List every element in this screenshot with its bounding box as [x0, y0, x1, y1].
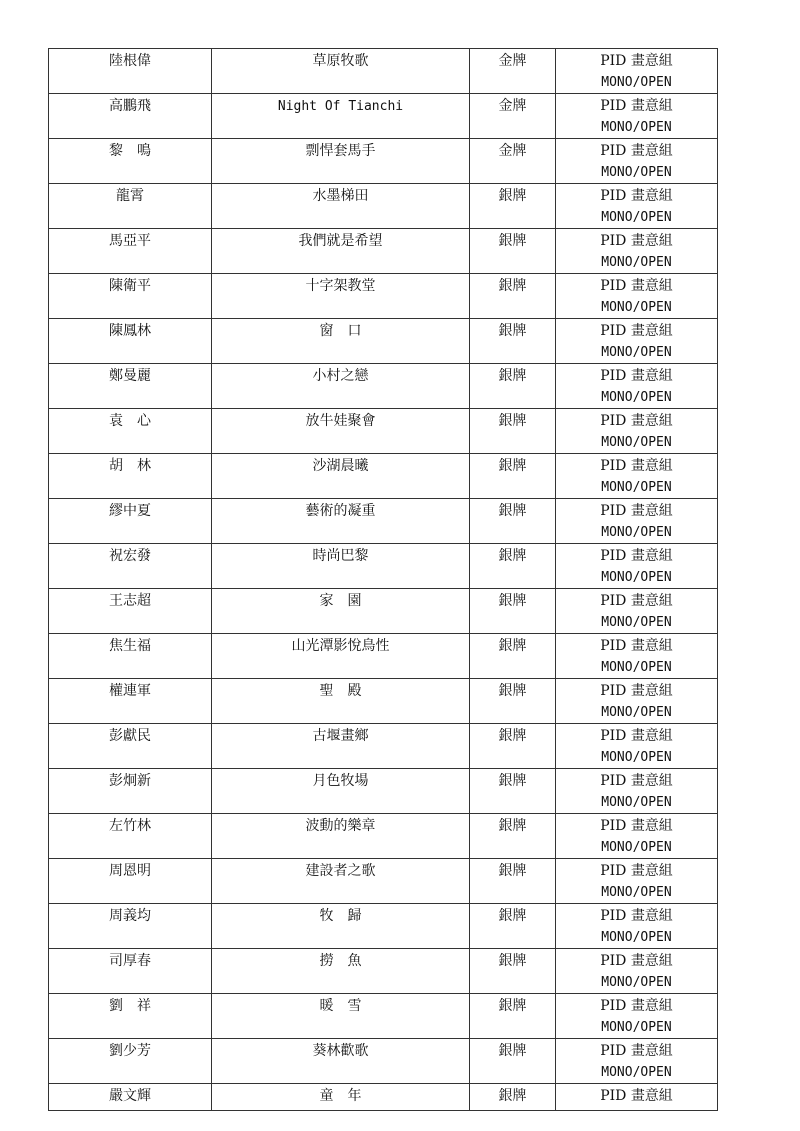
category-line-2: MONO/OPEN: [601, 120, 672, 135]
photographer-cell: [49, 139, 212, 184]
category-line-1: PID 畫意組: [600, 593, 673, 609]
photographer-cell: [49, 949, 212, 994]
table-row: [49, 724, 718, 769]
photographer-name: 高鵬飛: [109, 98, 151, 114]
table-row: [49, 904, 718, 949]
category-cell: [556, 634, 718, 679]
work-title-cell: [212, 859, 470, 904]
photographer-name: 繆中夏: [109, 503, 151, 519]
photographer-cell: [49, 319, 212, 364]
table-row: [49, 454, 718, 499]
work-title: 藝術的凝重: [305, 503, 376, 519]
work-title: 十字架教堂: [305, 278, 376, 294]
category-line-1: PID 畫意組: [600, 98, 673, 114]
category-line-2: MONO/OPEN: [601, 300, 672, 315]
award-level: 銀牌: [498, 278, 527, 294]
category-cell: [556, 94, 718, 139]
work-title: 童 年: [319, 1088, 362, 1104]
work-title-cell: [212, 1084, 470, 1111]
category-line-2: MONO/OPEN: [601, 75, 672, 90]
work-title: 家 園: [319, 593, 362, 609]
category-line-1: PID 畫意組: [600, 323, 673, 339]
work-title: 我們就是希望: [298, 233, 383, 249]
table-row: [49, 544, 718, 589]
photographer-cell: [49, 994, 212, 1039]
award-cell: [470, 499, 556, 544]
work-title: 剽悍套馬手: [305, 143, 376, 159]
photographer-cell: [49, 724, 212, 769]
award-level: 銀牌: [498, 818, 527, 834]
work-title: 小村之戀: [312, 368, 369, 384]
table-row: [49, 184, 718, 229]
photographer-cell: [49, 1084, 212, 1111]
category-line-1: PID 畫意組: [600, 53, 673, 69]
photographer-name: 司厚春: [109, 953, 151, 969]
work-title-cell: [212, 139, 470, 184]
work-title-cell: [212, 634, 470, 679]
table-row: [49, 1039, 718, 1084]
photographer-cell: [49, 589, 212, 634]
award-cell: [470, 229, 556, 274]
work-title: 牧 歸: [319, 908, 362, 924]
work-title-cell: [212, 184, 470, 229]
award-level: 金牌: [498, 98, 527, 114]
award-cell: [470, 319, 556, 364]
work-title-cell: [212, 589, 470, 634]
category-line-2: MONO/OPEN: [601, 255, 672, 270]
category-line-2: MONO/OPEN: [601, 1065, 672, 1080]
award-cell: [470, 634, 556, 679]
photographer-name: 陸根偉: [109, 53, 151, 69]
award-cell: [470, 769, 556, 814]
award-cell: [470, 184, 556, 229]
work-title: 古堰畫鄉: [312, 728, 369, 744]
photographer-name: 鄭曼麗: [109, 368, 151, 384]
award-level: 銀牌: [498, 413, 527, 429]
category-cell: [556, 724, 718, 769]
award-cell: [470, 1084, 556, 1111]
award-level: 銀牌: [498, 638, 527, 654]
category-line-2: MONO/OPEN: [601, 615, 672, 630]
table-row: [49, 769, 718, 814]
photographer-cell: [49, 94, 212, 139]
category-cell: [556, 1039, 718, 1084]
category-line-2: MONO/OPEN: [601, 210, 672, 225]
category-line-2: MONO/OPEN: [601, 570, 672, 585]
category-cell: [556, 184, 718, 229]
award-level: 銀牌: [498, 458, 527, 474]
category-line-1: PID 畫意組: [600, 1043, 673, 1059]
category-line-1: PID 畫意組: [600, 413, 673, 429]
category-cell: [556, 544, 718, 589]
photographer-name: 劉 祥: [109, 998, 151, 1014]
award-level: 銀牌: [498, 908, 527, 924]
work-title-cell: [212, 319, 470, 364]
category-line-1: PID 畫意組: [600, 503, 673, 519]
work-title: Night Of Tianchi: [277, 99, 404, 114]
work-title: 草原牧歌: [312, 53, 369, 69]
award-level: 銀牌: [498, 683, 527, 699]
photographer-cell: [49, 409, 212, 454]
work-title: 撈 魚: [319, 953, 362, 969]
award-cell: [470, 139, 556, 184]
table-row: [49, 274, 718, 319]
photographer-cell: [49, 544, 212, 589]
table-row: [49, 994, 718, 1039]
award-cell: [470, 679, 556, 724]
category-cell: [556, 49, 718, 94]
table-row: [49, 94, 718, 139]
category-cell: [556, 409, 718, 454]
category-line-1: PID 畫意組: [600, 863, 673, 879]
photographer-name: 彭炯新: [109, 773, 151, 789]
awards-table: [48, 48, 718, 1111]
award-cell: [470, 364, 556, 409]
work-title-cell: [212, 229, 470, 274]
category-line-2: MONO/OPEN: [601, 885, 672, 900]
category-line-2: MONO/OPEN: [601, 1020, 672, 1035]
work-title: 水墨梯田: [312, 188, 369, 204]
award-level: 銀牌: [498, 728, 527, 744]
category-cell: [556, 364, 718, 409]
category-line-1: PID 畫意組: [600, 233, 673, 249]
category-cell: [556, 229, 718, 274]
award-level: 銀牌: [498, 593, 527, 609]
work-title-cell: [212, 454, 470, 499]
category-cell: [556, 319, 718, 364]
award-level: 銀牌: [498, 1043, 527, 1059]
award-cell: [470, 814, 556, 859]
photographer-cell: [49, 499, 212, 544]
photographer-name: 嚴文輝: [109, 1088, 151, 1104]
award-cell: [470, 544, 556, 589]
award-cell: [470, 274, 556, 319]
photographer-name: 劉少芳: [109, 1043, 151, 1059]
table-row: [49, 49, 718, 94]
work-title: 月色牧場: [312, 773, 369, 789]
category-line-1: PID 畫意組: [600, 773, 673, 789]
category-cell: [556, 679, 718, 724]
category-cell: [556, 814, 718, 859]
work-title-cell: [212, 769, 470, 814]
category-cell: [556, 139, 718, 184]
work-title: 窗 口: [319, 323, 362, 339]
photographer-name: 彭獻民: [109, 728, 151, 744]
award-level: 銀牌: [498, 368, 527, 384]
category-line-1: PID 畫意組: [600, 998, 673, 1014]
category-cell: [556, 859, 718, 904]
category-cell: [556, 589, 718, 634]
category-line-1: PID 畫意組: [600, 1088, 673, 1104]
award-level: 銀牌: [498, 323, 527, 339]
work-title-cell: [212, 364, 470, 409]
work-title: 時尚巴黎: [312, 548, 369, 564]
category-line-1: PID 畫意組: [600, 278, 673, 294]
work-title: 山光潭影悅鳥性: [291, 638, 390, 654]
category-line-1: PID 畫意組: [600, 458, 673, 474]
category-line-1: PID 畫意組: [600, 368, 673, 384]
table-row: [49, 589, 718, 634]
category-line-1: PID 畫意組: [600, 908, 673, 924]
photographer-name: 權連軍: [109, 683, 151, 699]
table-row: [49, 859, 718, 904]
category-line-2: MONO/OPEN: [601, 750, 672, 765]
category-line-2: MONO/OPEN: [601, 525, 672, 540]
category-line-1: PID 畫意組: [600, 188, 673, 204]
work-title: 沙湖晨曦: [312, 458, 369, 474]
photographer-cell: [49, 634, 212, 679]
category-line-1: PID 畫意組: [600, 143, 673, 159]
category-cell: [556, 499, 718, 544]
photographer-name: 周義均: [109, 908, 151, 924]
table-row: [49, 634, 718, 679]
photographer-name: 祝宏發: [109, 548, 151, 564]
category-line-2: MONO/OPEN: [601, 660, 672, 675]
work-title-cell: [212, 94, 470, 139]
award-cell: [470, 49, 556, 94]
award-cell: [470, 454, 556, 499]
table-row: [49, 949, 718, 994]
work-title-cell: [212, 904, 470, 949]
category-line-1: PID 畫意組: [600, 818, 673, 834]
table-row: [49, 319, 718, 364]
award-level: 銀牌: [498, 1088, 527, 1104]
award-cell: [470, 904, 556, 949]
photographer-cell: [49, 274, 212, 319]
table-row: [49, 499, 718, 544]
photographer-name: 周恩明: [109, 863, 151, 879]
award-level: 銀牌: [498, 863, 527, 879]
category-cell: [556, 454, 718, 499]
award-cell: [470, 994, 556, 1039]
table-row: [49, 364, 718, 409]
photographer-name: 王志超: [109, 593, 151, 609]
work-title: 建設者之歌: [305, 863, 376, 879]
work-title: 波動的樂章: [305, 818, 376, 834]
award-cell: [470, 589, 556, 634]
category-line-1: PID 畫意組: [600, 638, 673, 654]
photographer-cell: [49, 904, 212, 949]
photographer-cell: [49, 184, 212, 229]
work-title-cell: [212, 679, 470, 724]
award-level: 銀牌: [498, 998, 527, 1014]
category-line-2: MONO/OPEN: [601, 930, 672, 945]
photographer-name: 黎 鳴: [109, 143, 151, 159]
table-row: [49, 139, 718, 184]
award-level: 金牌: [498, 143, 527, 159]
photographer-cell: [49, 454, 212, 499]
award-cell: [470, 409, 556, 454]
category-cell: [556, 274, 718, 319]
photographer-name: 陳鳳林: [109, 323, 151, 339]
category-line-1: PID 畫意組: [600, 683, 673, 699]
award-cell: [470, 949, 556, 994]
award-level: 銀牌: [498, 503, 527, 519]
photographer-name: 焦生福: [109, 638, 151, 654]
table-row: [49, 229, 718, 274]
photographer-name: 馬亞平: [109, 233, 151, 249]
table-row: [49, 679, 718, 724]
photographer-name: 胡 林: [109, 458, 151, 474]
award-level: 銀牌: [498, 548, 527, 564]
photographer-cell: [49, 1039, 212, 1084]
award-cell: [470, 859, 556, 904]
award-level: 銀牌: [498, 953, 527, 969]
category-line-2: MONO/OPEN: [601, 480, 672, 495]
category-line-2: MONO/OPEN: [601, 840, 672, 855]
work-title-cell: [212, 544, 470, 589]
work-title: 暖 雪: [319, 998, 362, 1014]
award-level: 銀牌: [498, 233, 527, 249]
work-title-cell: [212, 814, 470, 859]
photographer-cell: [49, 859, 212, 904]
table-body: [49, 49, 718, 1111]
work-title: 放牛娃聚會: [305, 413, 376, 429]
photographer-cell: [49, 814, 212, 859]
category-cell: [556, 949, 718, 994]
table-row: [49, 409, 718, 454]
category-line-2: MONO/OPEN: [601, 435, 672, 450]
award-level: 銀牌: [498, 773, 527, 789]
category-line-1: PID 畫意組: [600, 548, 673, 564]
work-title-cell: [212, 724, 470, 769]
award-level: 金牌: [498, 53, 527, 69]
photographer-name: 龍霄: [116, 188, 144, 204]
photographer-cell: [49, 49, 212, 94]
work-title-cell: [212, 274, 470, 319]
category-line-2: MONO/OPEN: [601, 705, 672, 720]
table-row: [49, 1084, 718, 1111]
category-line-2: MONO/OPEN: [601, 165, 672, 180]
work-title: 葵林歡歌: [312, 1043, 369, 1059]
table-row: [49, 814, 718, 859]
category-cell: [556, 769, 718, 814]
photographer-cell: [49, 769, 212, 814]
category-cell: [556, 1084, 718, 1111]
category-line-2: MONO/OPEN: [601, 345, 672, 360]
category-line-1: PID 畫意組: [600, 953, 673, 969]
work-title-cell: [212, 949, 470, 994]
category-cell: [556, 904, 718, 949]
work-title-cell: [212, 409, 470, 454]
work-title-cell: [212, 1039, 470, 1084]
work-title-cell: [212, 49, 470, 94]
award-cell: [470, 724, 556, 769]
photographer-name: 陳衛平: [109, 278, 151, 294]
award-cell: [470, 94, 556, 139]
work-title: 聖 殿: [319, 683, 362, 699]
photographer-name: 左竹林: [109, 818, 151, 834]
photographer-cell: [49, 229, 212, 274]
category-cell: [556, 994, 718, 1039]
category-line-1: PID 畫意組: [600, 728, 673, 744]
award-level: 銀牌: [498, 188, 527, 204]
photographer-cell: [49, 679, 212, 724]
photographer-name: 袁 心: [109, 413, 151, 429]
photographer-cell: [49, 364, 212, 409]
category-line-2: MONO/OPEN: [601, 795, 672, 810]
award-cell: [470, 1039, 556, 1084]
work-title-cell: [212, 499, 470, 544]
category-line-2: MONO/OPEN: [601, 975, 672, 990]
category-line-2: MONO/OPEN: [601, 390, 672, 405]
work-title-cell: [212, 994, 470, 1039]
